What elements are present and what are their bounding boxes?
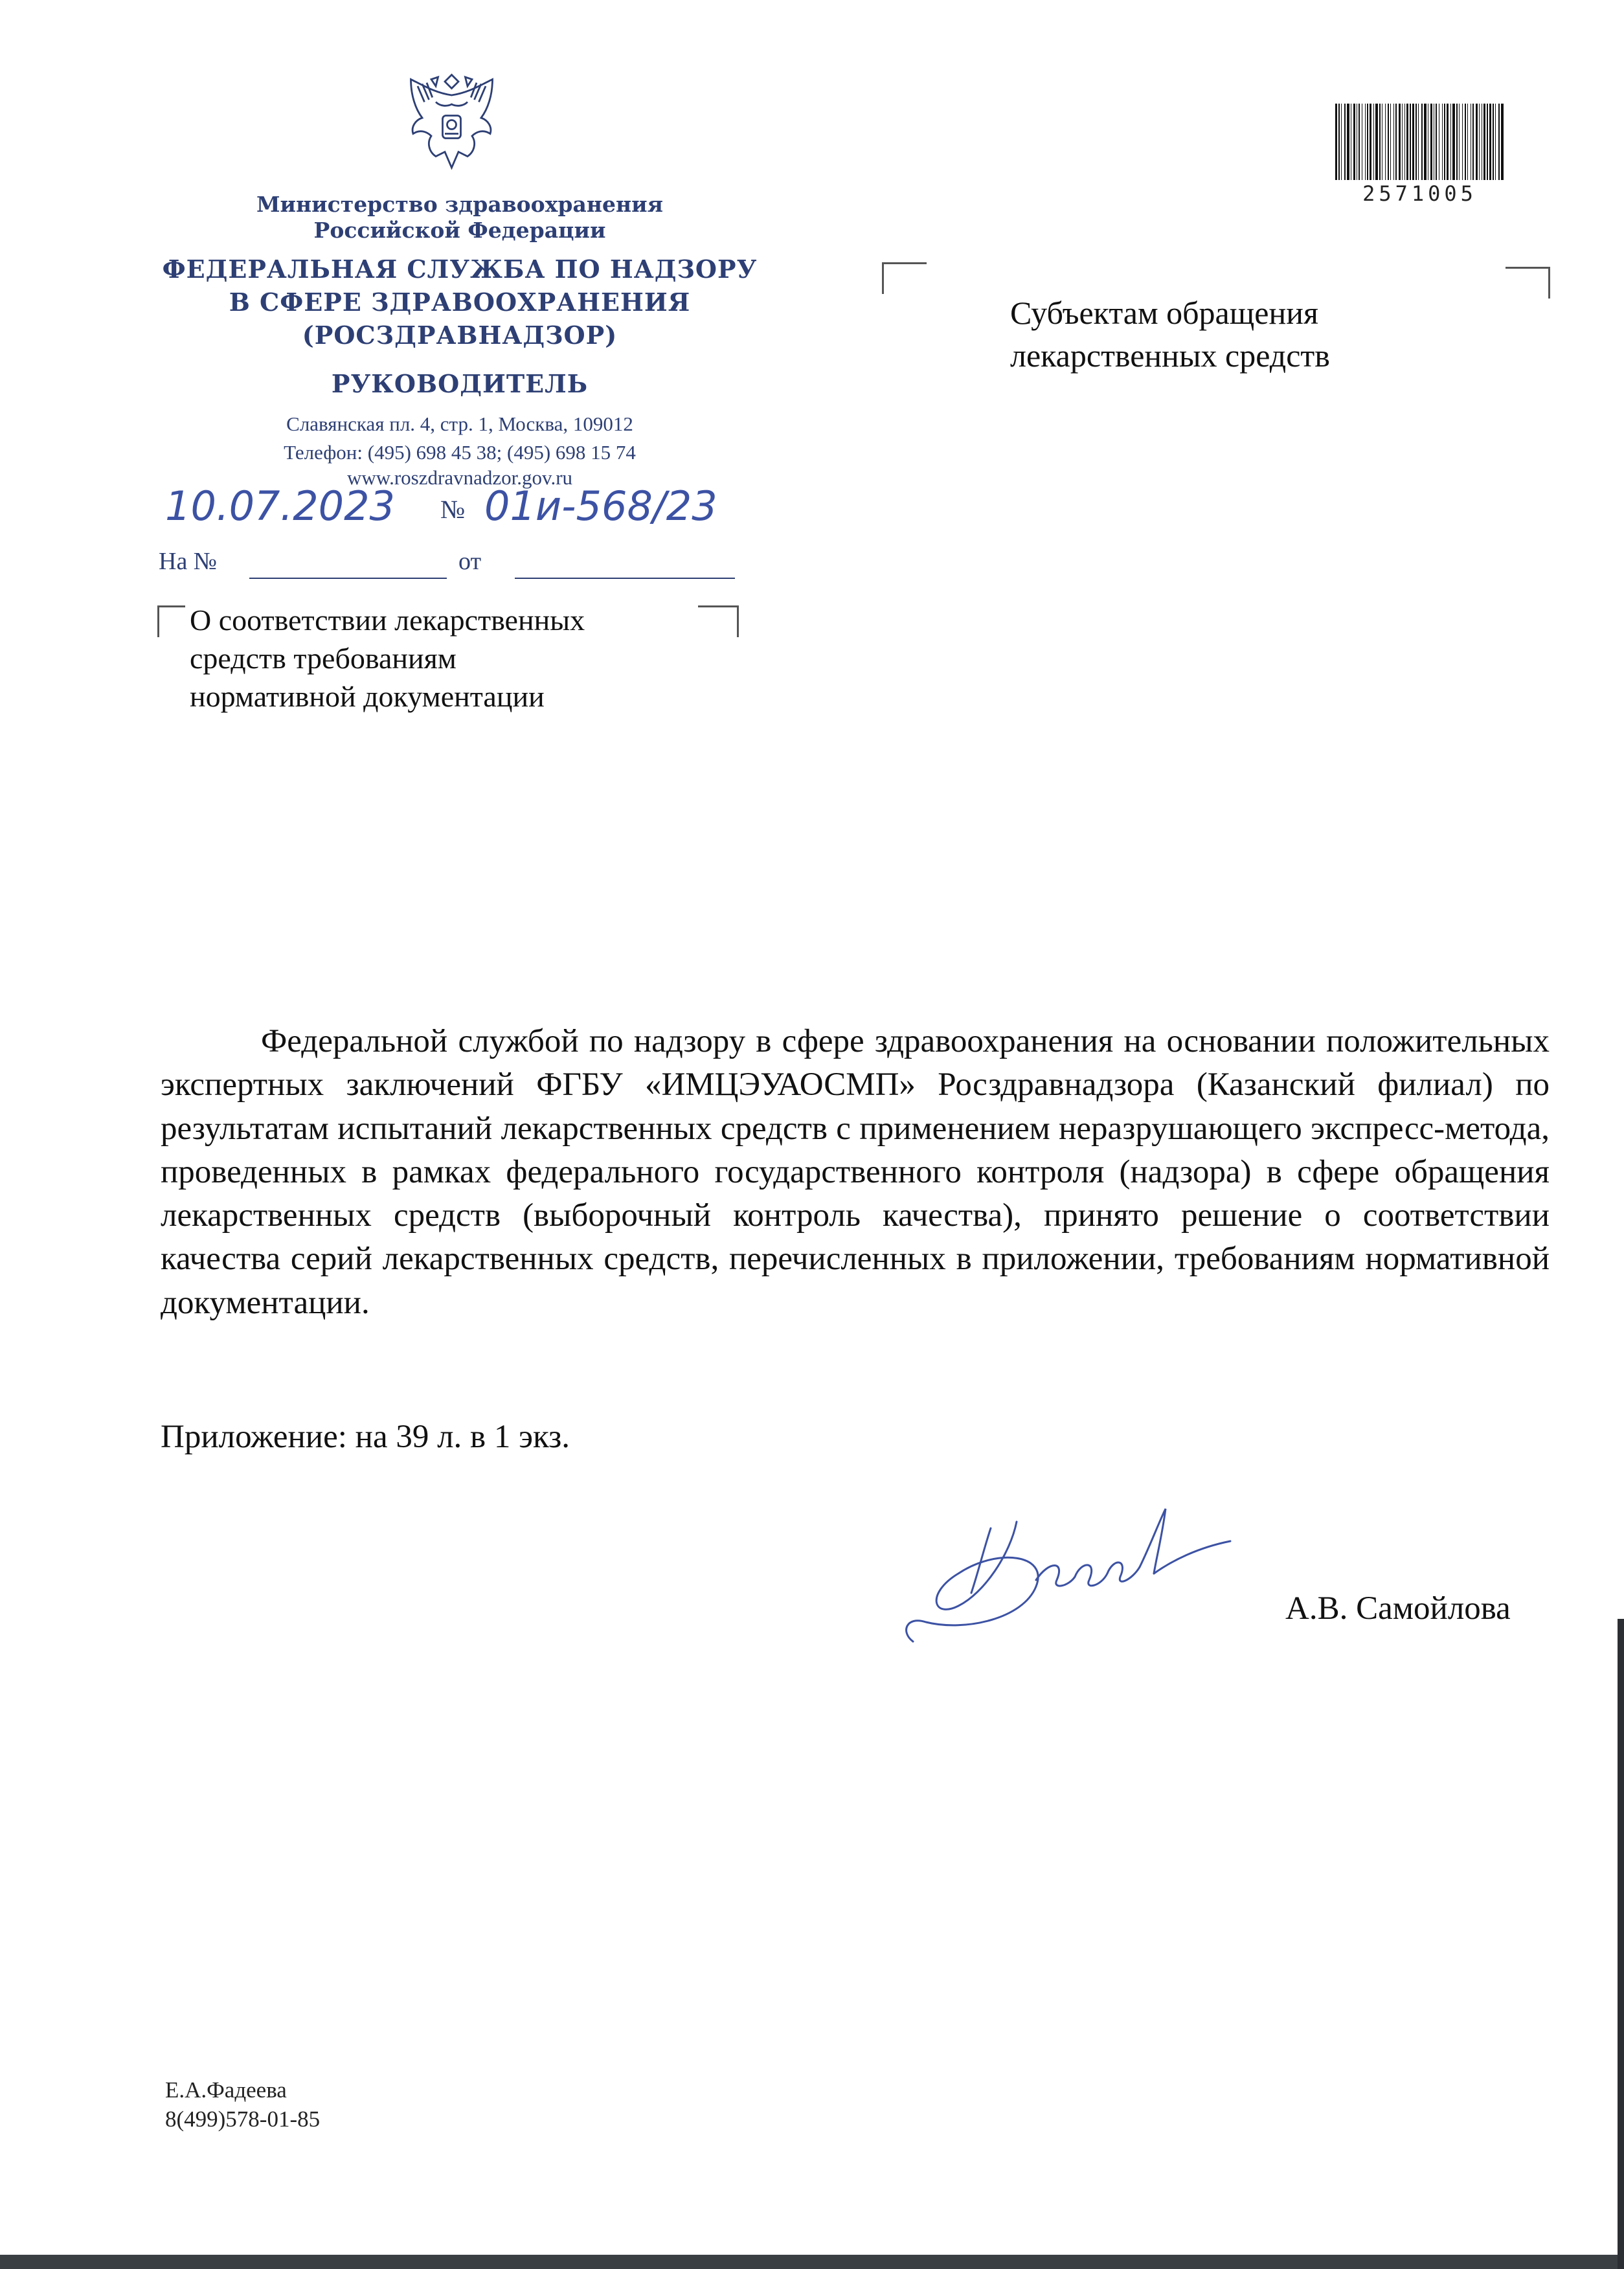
subject-line2: средств требованиям xyxy=(190,642,457,675)
service-name-line1: ФЕДЕРАЛЬНАЯ СЛУЖБА ПО НАДЗОРУ xyxy=(162,254,758,284)
reference-number-line xyxy=(249,578,447,579)
executor-block xyxy=(165,2075,320,2134)
reference-date-line xyxy=(515,578,735,579)
position-title: РУКОВОДИТЕЛЬ xyxy=(331,369,589,398)
executor-name: Е.А.Фадеева xyxy=(165,2077,287,2103)
subject-corner-left xyxy=(157,605,185,637)
barcode-number: 2571005 xyxy=(1362,181,1477,206)
ministry-name-line1: Министерство здравоохранения xyxy=(256,192,663,217)
appendix-line: Приложение: на 39 л. в 1 экз. xyxy=(161,1419,570,1455)
address-line: Славянская пл. 4, стр. 1, Москва, 109012 xyxy=(286,412,633,435)
scan-edge-right xyxy=(1618,1619,1624,2269)
coat-of-arms-icon xyxy=(395,68,508,181)
subject-block xyxy=(190,601,747,716)
reference-date-label: от xyxy=(458,548,482,575)
subject-line3: нормативной документации xyxy=(190,680,545,713)
signer-name: А.В. Самойлова xyxy=(1285,1590,1511,1627)
service-name-line3: (РОСЗДРАВНАДЗОР) xyxy=(302,321,618,350)
letter-body xyxy=(161,1020,1550,1325)
scan-edge-bottom xyxy=(0,2255,1624,2269)
recipient-corner-right xyxy=(1506,267,1550,299)
recipient-line1: Субъектам обращения xyxy=(1010,295,1318,331)
registration-number-sign: № xyxy=(440,495,466,524)
phone-line: Телефон: (495) 698 45 38; (495) 698 15 74 xyxy=(284,441,636,464)
registration-number: 01и-568/23 xyxy=(484,482,717,530)
body-paragraph: Федеральной службой по надзору в сфере здравоохранения на основании положительных экспертных заключений ФГБУ «ИМЦЭУАОСМП» Росздравнадзора (Казанский филиал) по результатам испытаний лекарственных средств с применением неразрушающего экспресс-метода, проведенных в рамках федерального государственного контроля (надзора) в сфере обращения лекарственных средств (выборочный контроль качества), принято решение о соответствии качества серий лекарственных средств, перечисленных в приложении, требованиям нормативной документации. xyxy=(161,1023,1550,1321)
executor-phone: 8(499)578-01-85 xyxy=(165,2106,321,2132)
subject-line1: О соответствии лекарственных xyxy=(190,604,585,637)
registration-date: 10.07.2023 xyxy=(165,482,395,530)
recipient-block xyxy=(1010,291,1502,377)
recipient-line2: лекарственных средств xyxy=(1010,337,1330,374)
signature-icon xyxy=(887,1483,1250,1664)
website-line: www.roszdravnadzor.gov.ru xyxy=(346,466,573,489)
service-name-line2: В СФЕРЕ ЗДРАВООХРАНЕНИЯ xyxy=(229,288,691,317)
ministry-name-line2: Российской Федерации xyxy=(313,218,606,243)
barcode-icon xyxy=(1334,104,1506,180)
recipient-corner-left xyxy=(882,262,927,294)
reference-number-label: На № xyxy=(159,548,218,575)
